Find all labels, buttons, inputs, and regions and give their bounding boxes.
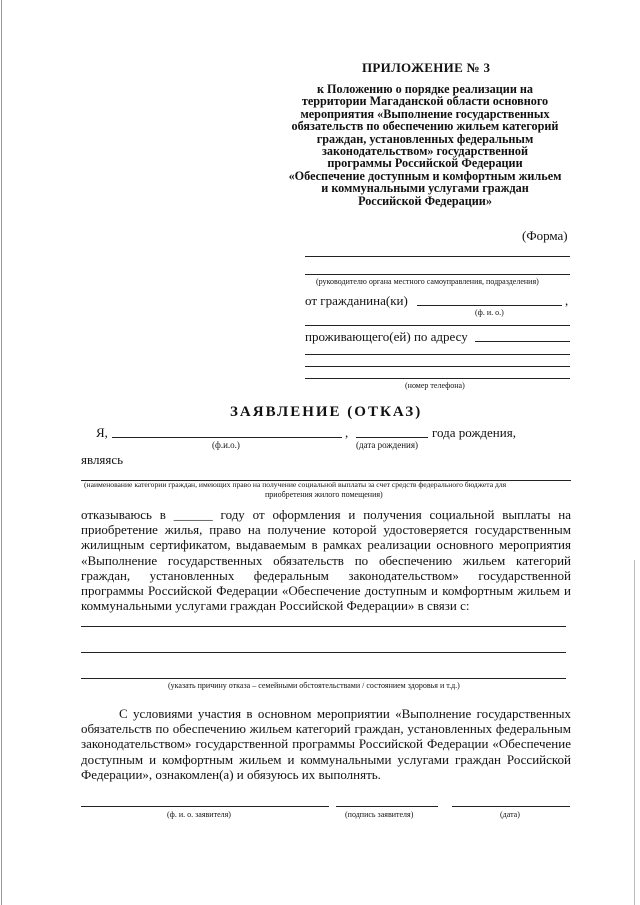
refusal-line: программы Российской Федерации «Обеспечение доступным и комфортным жильем и <box>81 583 571 599</box>
from-fio-caption: (ф. и. о.) <box>475 308 504 317</box>
scan-edge-left <box>1 0 2 905</box>
birth-date-field[interactable] <box>356 437 428 438</box>
address-field[interactable] <box>475 341 570 342</box>
agreement-line: обязательств по обеспечению жильем категорий граждан, установленных федеральным <box>81 721 571 737</box>
subtitle-line: программы Российской Федерации <box>327 156 523 171</box>
address-field[interactable] <box>305 354 570 355</box>
i-label: Я, <box>96 425 108 440</box>
agreement-paragraph <box>81 706 571 782</box>
category-caption: (наименование категории граждан, имеющих право на получение социальной выплаты за счет средств федерального бюджета для <box>84 480 507 489</box>
appendix-subtitle <box>275 83 575 207</box>
refusal-line: приобретение жилья, право на получение которой удостоверяется государственным <box>81 522 571 538</box>
from-fio-field[interactable] <box>417 305 562 306</box>
signature-field[interactable] <box>336 806 438 807</box>
head-caption: (руководителю органа местного самоуправления, подразделения) <box>316 277 539 286</box>
subtitle-line: к Положению о порядке реализации на <box>316 82 534 96</box>
subtitle-line: мероприятия «Выполнение государственных <box>300 106 550 121</box>
fio-caption: (ф.и.о.) <box>212 440 240 450</box>
subtitle-line: территории Магаданской области основного <box>301 94 549 109</box>
subtitle-line: Российской Федерации» <box>358 193 492 208</box>
agreement-line: законодательством» государственной программы Российской Федерации «Обеспечение <box>81 736 571 752</box>
statement-title: ЗАЯВЛЕНИЕ (ОТКАЗ) <box>230 404 423 420</box>
addressee-line[interactable] <box>305 325 570 326</box>
subtitle-line: законодательством» государственной <box>321 144 528 159</box>
being-label: являясь <box>81 452 124 467</box>
phone-field[interactable] <box>305 378 570 379</box>
address-field[interactable] <box>305 366 570 367</box>
agreement-line: доступным и комфортным жильем и коммунальными услугами граждан Российской <box>81 751 571 767</box>
agreement-line: С условиями участия в основном мероприятии «Выполнение государственных <box>119 706 571 721</box>
appendix-title: ПРИЛОЖЕНИЕ № 3 <box>362 60 491 75</box>
reason-field[interactable] <box>81 626 566 627</box>
reason-caption: (указать причину отказа – семейными обстоятельствами / состоянием здоровья и т.д.) <box>168 681 460 690</box>
signature-fio-field[interactable] <box>81 806 329 807</box>
signature-date-field[interactable] <box>452 806 570 807</box>
agreement-line: Федерации», ознакомлен(а) и обязуюсь их выполнять. <box>81 766 381 782</box>
refusal-line: жилищным сертификатом, выдаваемым в рамках реализации основного мероприятия <box>81 537 571 553</box>
subtitle-line: «Обеспечение доступным и комфортным жильем <box>288 168 562 183</box>
subtitle-line: и коммунальными услугами граждан <box>321 181 529 196</box>
phone-caption: (номер телефона) <box>405 381 465 390</box>
fio-comma: , <box>345 425 349 440</box>
refusal-line: «Выполнение государственных обязательств по обеспечению жильем категорий <box>81 552 571 568</box>
category-caption: приобретения жилого помещения) <box>265 490 383 499</box>
addressee-line[interactable] <box>305 256 570 257</box>
signature-fio-caption: (ф. и. о. заявителя) <box>167 810 231 819</box>
applicant-fio-field[interactable] <box>112 437 342 438</box>
from-label: от гражданина(ки) <box>305 293 408 308</box>
birth-year-label: года рождения, <box>432 425 516 440</box>
reason-field[interactable] <box>81 678 566 679</box>
subtitle-line: обязательств по обеспечению жильем категорий <box>291 119 559 134</box>
refusal-paragraph <box>81 507 571 613</box>
refusal-line: отказываюсь в ______ году от оформления и получения социальной выплаты на <box>81 507 571 522</box>
address-label: проживающего(ей) по адресу <box>305 329 468 344</box>
signature-date-caption: (дата) <box>500 810 520 819</box>
addressee-line[interactable] <box>305 274 570 275</box>
scan-edge-right <box>634 560 635 905</box>
birth-caption: (дата рождения) <box>356 440 418 450</box>
refusal-line: граждан, установленных федеральным законодательством» государственной <box>81 567 571 583</box>
reason-field[interactable] <box>81 652 566 653</box>
form-label: (Форма) <box>522 228 568 243</box>
from-comma: , <box>565 293 569 308</box>
signature-caption: (подпись заявителя) <box>345 810 414 819</box>
refusal-line: коммунальными услугами граждан Российской Федерации» в связи с: <box>81 598 470 614</box>
subtitle-line: граждан, установленных федеральным <box>316 131 534 146</box>
